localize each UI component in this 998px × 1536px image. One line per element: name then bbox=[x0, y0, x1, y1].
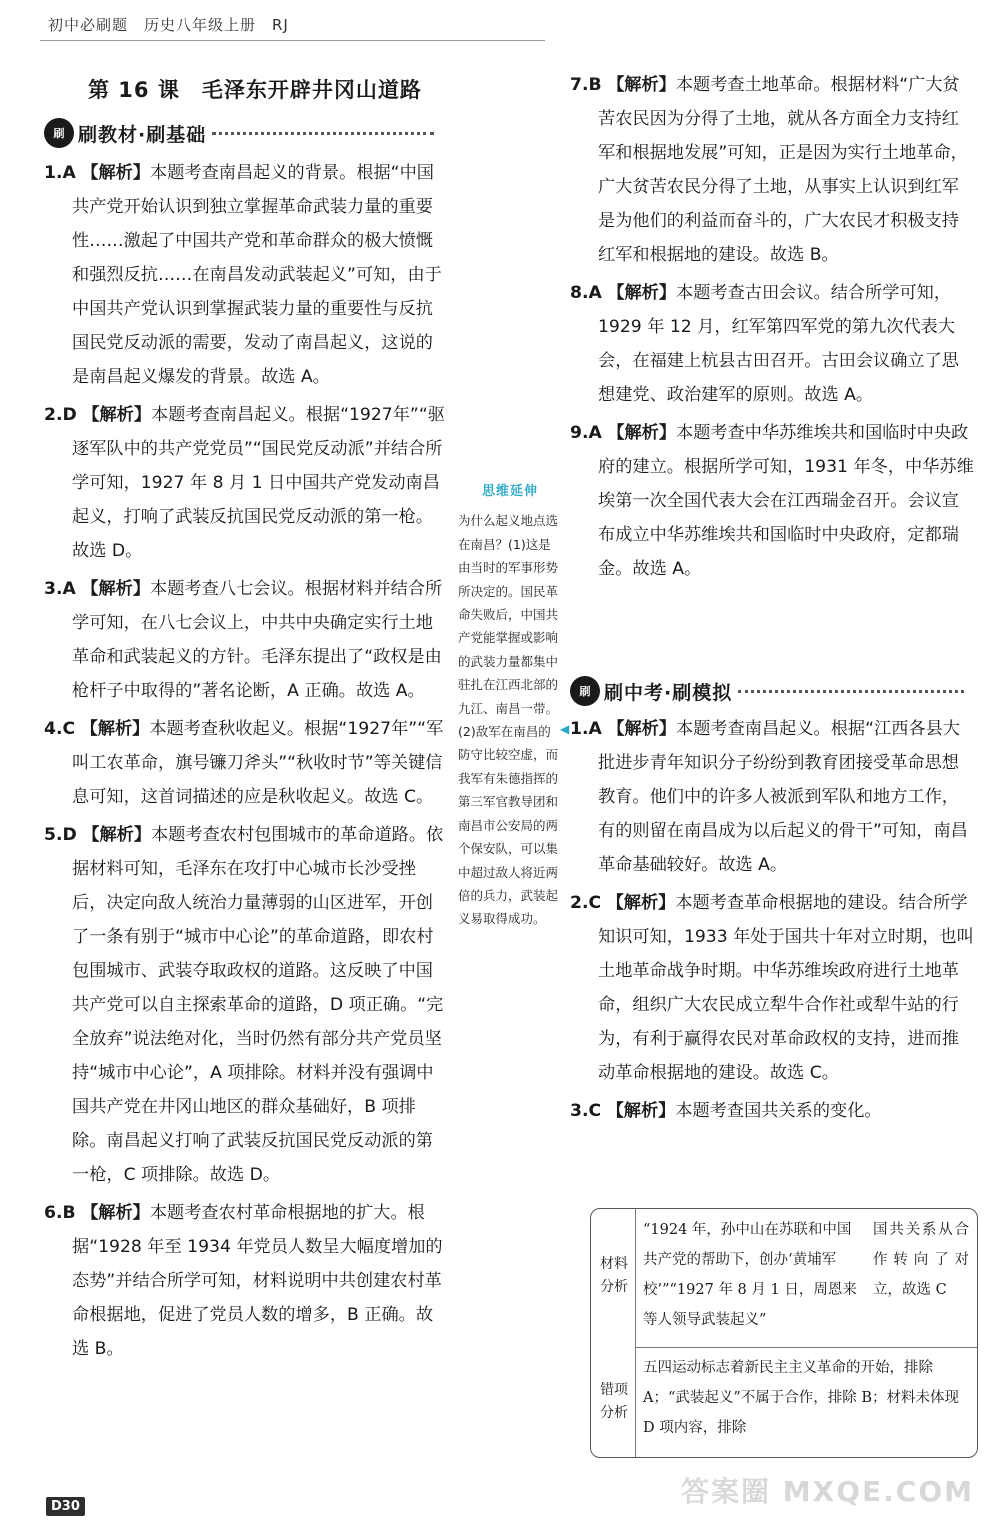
page-number: D30 bbox=[46, 1497, 85, 1516]
section-dots bbox=[212, 132, 434, 135]
material-analysis-result: 国共关系从合作转向了对立，故选 C bbox=[873, 1222, 969, 1298]
analysis-tag: 【解析】 bbox=[80, 719, 150, 739]
sidenote-text: 为什么起义地点选在南昌？(1)这是由当时的军事形势所决定的。国民革命失败后，中国共产党能掌握或影响的武装力量都集中驻扎在江西北部的九江、南昌一带。(2)敌军在南昌的防守比较空虚，而我军有朱德指挥的第三军官教导团和南昌市公安局的两个保安队，可以集中超过敌人将近两倍的兵力，武装起义易取得成功。 bbox=[458, 513, 559, 927]
analysis-text: 本题考查八七会议。根据材料并结合所学可知，在八七会议上，中共中央确定实行土地革命和武装起义的方针。毛泽东提出了“政权是由枪杆子中取得的”著名论断，A 正确。故选 A。 bbox=[72, 579, 443, 701]
question-number: 1. bbox=[570, 719, 589, 739]
question-item bbox=[44, 818, 448, 1192]
sidenote-title: 思维延伸 bbox=[481, 484, 538, 499]
section-dots bbox=[738, 690, 964, 693]
analysis-tag: 【解析】 bbox=[607, 75, 676, 95]
answer-letter: A bbox=[62, 163, 76, 183]
sidenote bbox=[458, 480, 562, 931]
question-number: 2. bbox=[44, 405, 63, 425]
analysis-text: 本题考查土地革命。根据材料“广大贫苦农民因为分得了土地，就从各方面全力支持红军和根据地发展”可知，正是因为实行土地革命，广大贫苦农民分得了土地，从事实上认识到红军是为他们的利益而奋斗的，广大农民才积极支持红军和根据地的建设。故选 B。 bbox=[598, 75, 968, 265]
answer-letter: B bbox=[62, 1203, 76, 1223]
analysis-text: 本题考查农村包围城市的革命道路。依据材料可知，毛泽东在攻打中心城市长沙受挫后，决定向敌人统治力量薄弱的山区进军，开创了一条有别于“城市中心论”的革命道路，即农村包围城市、武装夺取政权的道路。这反映了中国共产党可以自主探索革命的道路，D 项正确。“完全放弃”说法绝对化，当时仍然有部分共产党员坚持“城市中心论”，A 项排除。材料并没有强调中国共产党在井冈山地区的群众基础好，B 项排除。南昌起义打响了武装反抗国民党反动派的第一枪，C 项排除。故选 D。 bbox=[72, 825, 444, 1185]
watermark: 答案圈 MXQE.COM bbox=[681, 1475, 974, 1508]
analysis-tag: 【解析】 bbox=[606, 893, 676, 913]
section-label: 刷中考·刷模拟 bbox=[604, 681, 733, 704]
question-item bbox=[570, 712, 974, 882]
answer-letter: D bbox=[62, 825, 77, 845]
analysis-text: 本题考查南昌起义。根据“1927年”“驱逐军队中的共产党党员”“国民党反动派”并结合所学可知，1927 年 8 月 1 日中国共产党发动南昌起义，打响了武装反抗国民党反动派的第一枪。故选 D。 bbox=[72, 405, 445, 561]
question-number: 8. bbox=[570, 283, 589, 303]
answer-letter: A bbox=[62, 579, 76, 599]
question-item bbox=[570, 886, 974, 1090]
analysis-tag: 【解析】 bbox=[607, 423, 677, 443]
section-header-exam bbox=[570, 676, 964, 706]
wrong-option-text: 五四运动标志着新民主主义革命的开始，排除 A；“武装起义”不属于合作，排除 B；材料未体现 D 项内容，排除 bbox=[643, 1360, 960, 1436]
analysis-text: 本题考查古田会议。结合所学可知，1929 年 12 月，红军第四军党的第九次代表大会，在福建上杭县古田召开。古田会议确立了思想建党、政治建军的原则。故选 A。 bbox=[598, 283, 959, 405]
answer-letter: C bbox=[588, 893, 602, 913]
question-item bbox=[44, 156, 448, 394]
answer-letter: D bbox=[62, 405, 77, 425]
answer-letter: A bbox=[588, 283, 602, 303]
question-number: 3. bbox=[44, 579, 63, 599]
analysis-tag: 【解析】 bbox=[607, 719, 677, 739]
answer-letter: B bbox=[588, 75, 602, 95]
analysis-tag: 【解析】 bbox=[81, 1203, 150, 1223]
question-number: 2. bbox=[570, 893, 589, 913]
row-label-material: 材料分析 bbox=[600, 1256, 628, 1295]
question-item bbox=[44, 1196, 448, 1366]
analysis-tag: 【解析】 bbox=[82, 825, 152, 845]
analysis-tag: 【解析】 bbox=[81, 579, 151, 599]
question-number: 7. bbox=[570, 75, 589, 95]
analysis-text: 本题考查国共关系的变化。 bbox=[675, 1101, 882, 1121]
analysis-text: 本题考查秋收起义。根据“1927年”“军叫工农革命，旗号镰刀斧头”“秋收时节”等关键信息可知，这首词描述的应是秋收起义。故选 C。 bbox=[72, 719, 444, 807]
right-column-bottom bbox=[570, 712, 974, 1128]
left-column bbox=[44, 156, 448, 1366]
answer-letter: A bbox=[588, 719, 602, 739]
lesson-title: 第 16 课 毛泽东开辟井冈山道路 bbox=[88, 78, 422, 102]
material-analysis-text: “1924 年，孙中山在苏联和中国共产党的帮助下，创办‘黄埔军校’”“1927 年 8 月 1 日，周恩来等人领导武装起义” bbox=[643, 1222, 857, 1328]
question-number: 3. bbox=[570, 1101, 589, 1121]
section-label: 刷教材·刷基础 bbox=[78, 123, 207, 146]
analysis-text: 本题考查南昌起义。根据“江西各县大批进步青年知识分子纷纷到教育团接受革命思想教育。他们中的许多人被派到军队和地方工作，有的则留在南昌成为以后起义的骨干”可知，南昌革命基础较好。故选 A。 bbox=[598, 719, 968, 875]
pointer-arrow-icon: ◀ bbox=[560, 722, 570, 736]
analysis-tag: 【解析】 bbox=[606, 1101, 676, 1121]
analysis-text: 本题考查南昌起义的背景。根据“中国共产党开始认识到独立掌握革命武装力量的重要性……激起了中国共产党和革命群众的极大愤慨和强烈反抗……在南昌发动武装起义”可知，由于中国共产党认识到掌握武装力量的重要性与反抗国民党反动派的需要，发动了南昌起义，这说的是南昌起义爆发的背景。故选 A。 bbox=[72, 163, 442, 387]
answer-letter: A bbox=[588, 423, 602, 443]
header-divider bbox=[40, 40, 545, 41]
answer-letter: C bbox=[588, 1101, 602, 1121]
right-column-top bbox=[570, 68, 974, 586]
question-number: 9. bbox=[570, 423, 589, 443]
analysis-table bbox=[590, 1208, 978, 1458]
answer-letter: C bbox=[62, 719, 76, 739]
question-number: 5. bbox=[44, 825, 63, 845]
question-item bbox=[44, 712, 448, 814]
question-item bbox=[570, 1094, 974, 1128]
question-item bbox=[44, 572, 448, 708]
question-item bbox=[44, 398, 448, 568]
question-number: 6. bbox=[44, 1203, 63, 1223]
analysis-text: 本题考查农村革命根据地的扩大。根据“1928 年至 1934 年党员人数呈大幅度增加的态势”并结合所学可知，材料说明中共创建农村革命根据地，促进了党员人数的增多，B 正确。故选 B。 bbox=[72, 1203, 443, 1359]
brush-icon: 刷 bbox=[570, 676, 600, 706]
page-header: 初中必刷题 历史八年级上册 RJ bbox=[48, 16, 289, 34]
question-item bbox=[570, 276, 974, 412]
row-label-wrong: 错项分析 bbox=[600, 1382, 628, 1421]
analysis-tag: 【解析】 bbox=[82, 405, 152, 425]
analysis-tag: 【解析】 bbox=[607, 283, 677, 303]
question-item bbox=[570, 416, 974, 586]
question-number: 1. bbox=[44, 163, 63, 183]
question-number: 4. bbox=[44, 719, 63, 739]
analysis-text: 本题考查革命根据地的建设。结合所学知识可知，1933 年处于国共十年对立时期，也叫土地革命战争时期。中华苏维埃政府进行土地革命，组织广大农民成立犁牛合作社或犁牛站的行为，有利于赢得农民对革命政权的支持，进而推动革命根据地的建设。故选 C。 bbox=[598, 893, 974, 1083]
question-item bbox=[570, 68, 974, 272]
brush-icon: 刷 bbox=[44, 118, 74, 148]
analysis-tag: 【解析】 bbox=[81, 163, 151, 183]
analysis-text: 本题考查中华苏维埃共和国临时中央政府的建立。根据所学可知，1931 年冬，中华苏维埃第一次全国代表大会在江西瑞金召开。会议宣布成立中华苏维埃共和国临时中央政府，定都瑞金。故选 A。 bbox=[598, 423, 974, 579]
section-header-basic bbox=[44, 118, 434, 148]
